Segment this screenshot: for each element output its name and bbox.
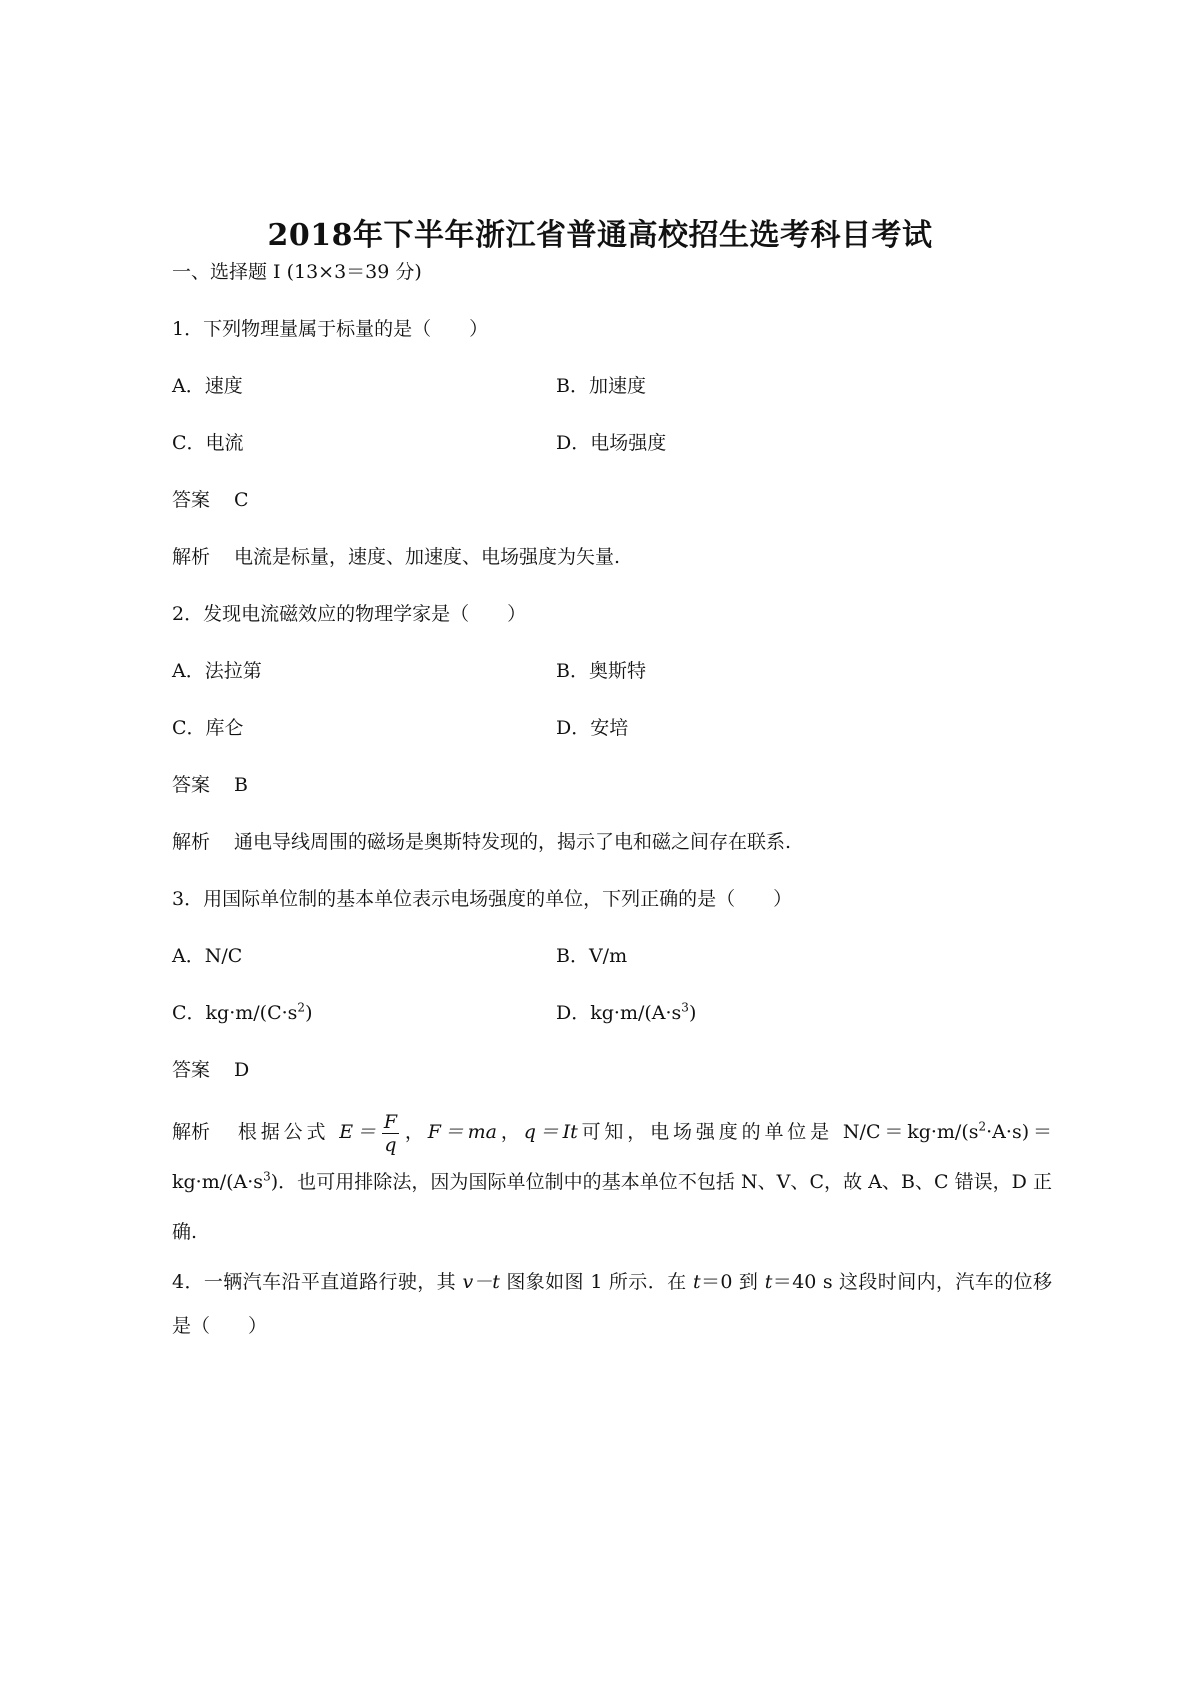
analysis-text-4: )．也可用排除法，因为国际单位制中的基本单位不包括 N、V、C，故 A、B、C 错误，D 正确.: [172, 1171, 1052, 1243]
question-3-option-c: [172, 999, 312, 1027]
exponent-2: 3: [263, 1169, 271, 1184]
question-3-option-d: [556, 999, 696, 1027]
option-c-text: C．kg·m/(C·s: [172, 1002, 298, 1024]
answer-label: 答案: [172, 489, 211, 511]
question-3-stem: 3．用国际单位制的基本单位表示电场强度的单位，下列正确的是（ ）: [172, 888, 793, 910]
answer-label: 答案: [172, 1059, 211, 1081]
question-1-option-b: B．加速度: [556, 375, 646, 397]
q4-text-3: ＝0 到: [700, 1271, 765, 1293]
analysis-label: 解析: [172, 831, 211, 853]
option-c-close: ): [305, 1002, 313, 1024]
q4-t-symbol-2: t: [764, 1271, 773, 1293]
question-2-option-c: C．库仑: [172, 717, 244, 739]
q4-t-symbol-1: t: [692, 1271, 701, 1293]
formula-e: E＝: [339, 1121, 380, 1143]
question-2-analysis: [172, 828, 791, 856]
answer-value: D: [234, 1059, 250, 1081]
question-3-option-a: A．N/C: [172, 945, 243, 967]
question-1-option-a: A．速度: [172, 375, 243, 397]
question-4-stem: [172, 1260, 1052, 1348]
analysis-comma-1: ，: [401, 1121, 428, 1143]
q4-text-4: ＝40 s 这段时间内，汽车的位移是（ ）: [172, 1271, 1053, 1337]
analysis-text-3: ·A·s)＝kg·m/(A·s: [172, 1121, 1052, 1193]
answer-label: 答案: [172, 774, 211, 796]
option-c-exponent: 2: [297, 1000, 306, 1015]
question-1-analysis: [172, 543, 620, 571]
question-2-answer: [172, 771, 248, 799]
option-d-close: ): [688, 1002, 697, 1024]
question-1-option-c: C．电流: [172, 432, 244, 454]
question-3-option-b: B．V/m: [556, 945, 628, 967]
q4-text-1: 4．一辆汽车沿平直道路行驶，其: [172, 1271, 463, 1293]
q4-text-2: 图象如图 1 所示．在: [499, 1271, 693, 1293]
section-heading: 一、选择题 I (13×3＝39 分): [172, 261, 422, 283]
analysis-text-1: 根据公式: [234, 1121, 330, 1143]
q4-vt: v－t: [462, 1271, 500, 1293]
page-title: 2018年下半年浙江省普通高校招生选考科目考试: [267, 218, 933, 253]
question-1-answer: [172, 486, 249, 514]
exponent-1: 2: [978, 1119, 987, 1134]
answer-value: C: [234, 489, 249, 511]
question-1-option-d: D．电场强度: [556, 432, 667, 454]
analysis-text: 电流是标量，速度、加速度、电场强度为矢量.: [234, 546, 621, 568]
question-2-option-b: B．奥斯特: [556, 660, 646, 682]
question-2-option-d: D．安培: [556, 717, 629, 739]
fraction-denominator: q: [384, 1133, 397, 1156]
question-2-option-a: A．法拉第: [172, 660, 262, 682]
fraction-f-over-q: [382, 1111, 399, 1156]
analysis-label: 解析: [172, 546, 211, 568]
question-3-answer: [172, 1056, 249, 1084]
analysis-comma-2: ，: [496, 1121, 524, 1143]
option-d-text: D．kg·m/(A·s: [556, 1002, 682, 1024]
fraction-numerator: F: [383, 1110, 397, 1133]
analysis-text: 通电导线周围的磁场是奥斯特发现的，揭示了电和磁之间存在联系.: [234, 831, 792, 853]
analysis-text-2: 可知，电场强度的单位是 N/C＝kg·m/(s: [577, 1121, 979, 1143]
question-1-stem: 1．下列物理量属于标量的是（ ）: [172, 318, 489, 340]
question-2-stem: 2．发现电流磁效应的物理学家是（ ）: [172, 603, 527, 625]
formula-q: q＝It: [523, 1121, 578, 1143]
answer-value: B: [234, 774, 248, 796]
option-d-exponent: 3: [681, 1000, 689, 1015]
analysis-label: 解析: [172, 1121, 211, 1143]
formula-f: F＝ma: [427, 1121, 497, 1143]
question-3-analysis: [172, 1107, 1052, 1257]
